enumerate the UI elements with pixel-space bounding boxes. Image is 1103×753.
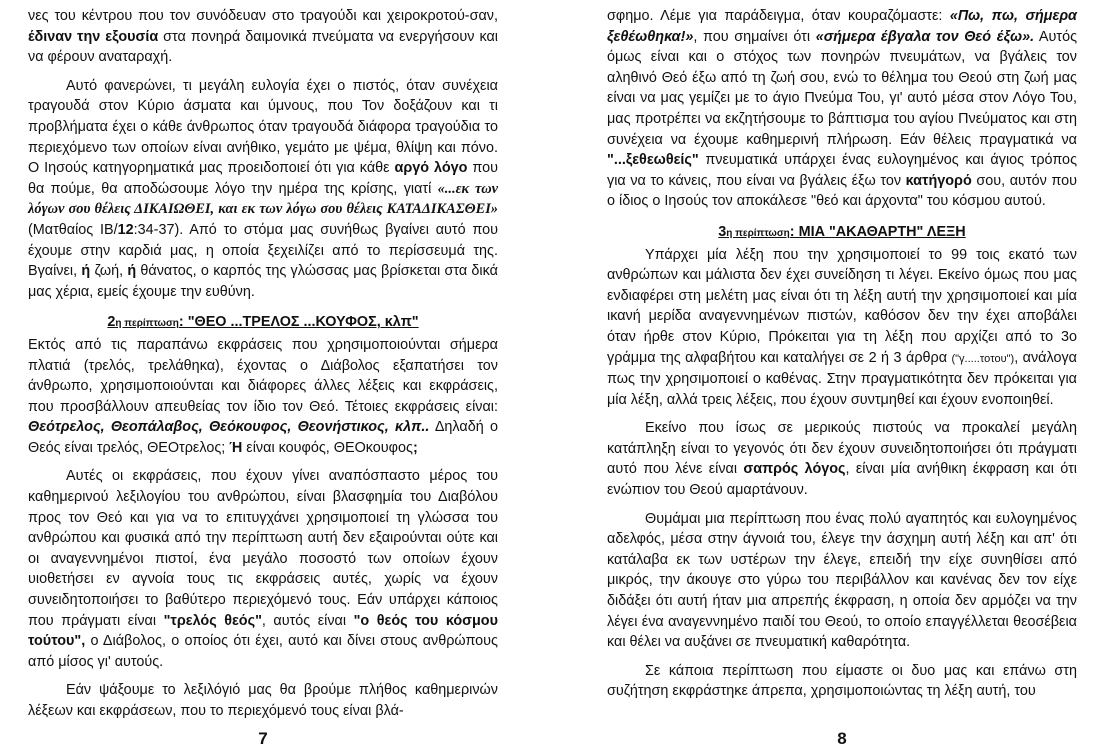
page-number-right: 8 bbox=[837, 729, 847, 748]
section-heading-3: 3η περίπτωση: ΜΙΑ "ΑΚΑΘΑΡΤΗ" ΛΕΞΗ bbox=[718, 223, 966, 240]
right-page bbox=[607, 6, 1077, 753]
left-page bbox=[28, 6, 498, 753]
left-paragraph-5: Εάν ψάξουμε το λεξιλόγιό μας θα βρούμε πλήθος καθημερινών λέξεων και εκφράσεων, που το περιεχόμενό τους είναι βλά- bbox=[28, 682, 498, 719]
right-paragraph-3: Εκείνο που ίσως σε μερικούς πιστούς να προκαλεί μεγάλη κατάπληξη είναι το γεγονός ότι δεν έχουν συνειδητοποιήσει ότι πράγματι αυτό που λένε είναι σαπρός λόγος, είναι μία ανήθικη έκφραση και ότι ενώπιον του Θεού αμαρτάνουν. bbox=[607, 420, 1077, 499]
left-paragraph-4: Αυτές οι εκφράσεις, που έχουν γίνει αναπόσπαστο μέρος του καθημερινού λεξιλογίου του ανθρώπου, είναι βλασφημία του Διαβόλου προς τον Θεό και για να το επιτυγχάνει χρησιμοποιεί τη γλώσσα του ανθρώπου και φυσικά από την περίπτωση αυτή δεν εξαιρούνται ούτε και οι αναγεννημένοι πιστοί, ένα μεγάλο ποσοστό των οποίων έχουν υιοθετήσει εν αγνοία τους τις εκφράσεις αυτές, χωρίς να έχουν συνειδητοποιήσει το βαθύτερο περιεχόμενό τους. Εάν υπάρχει κάποιος που πράγματι είναι "τρελός θεός", αυτός είναι "ο θεός του κόσμου τούτου", ο Διάβολος, ο οποίος ότι έχει, αυτό και δίνει στους ανθρώπους από μίσος γι' αυτούς. bbox=[28, 468, 498, 670]
right-paragraph-2: Υπάρχει μία λέξη που την χρησιμοποιεί το 99 τοις εκατό των ανθρώπων και μάλιστα δεν έχει συνείδηση τι λέγει. Εκείνο όμως που μας ενδιαφέρει στη μελέτη μας είναι ότι τη λέξη αυτή την χρησιμοποιεί και μία ικανή μερίδα αναγεννημένων πιστών, καθόσον δεν την έχει αποβάλει όταν ήρθε στον Κύριο, Πρόκειται για τη λέξη που αρχίζει από το 3ο γράμμα της αλφαβήτου και καταλήγει σε 2 ή 3 άρθρα ("γ.....τoτου"), ανάλογα πως την χρησιμοποιεί ο καθένας. Στην πραγματικότητα δεν πρόκειται για μία λέξη, αλλά τρεις λέξεις, που έχουν συντμηθεί και έχουν ενοποιηθεί. bbox=[607, 246, 1077, 408]
left-paragraph-3: Εκτός από τις παραπάνω εκφράσεις που χρησιμοποιούνται σήμερα πλατιά (τρελός, τρελάθηκα), έχοντας ο Διάβολος εξαπατήσει τον άνθρωπο, χρησιμοποιούνται και διάφορες άλλες λέξεις και εκφράσεις, που προσβάλλουν απευθείας τον ίδιο τον Θεό. Τέτοιες εκφράσεις είναι: Θεότρελος, Θεοπάλαβος, Θεόκουφος, Θεονήστικος, κλπ.. Δηλαδή ο Θεός είναι τρελός, ΘΕΟτρελος; Ή είναι κουφός, ΘΕΟκουφος; bbox=[28, 336, 498, 456]
left-paragraph-1: νες του κέντρου που τον συνόδευαν στο τραγούδι και χειροκροτού-σαν, έδιναν την εξουσία στα πονηρά δαιμονικά πνεύματα να ενεργήσουν και να φέρουν αναταραχή. bbox=[28, 8, 499, 66]
page-number-left: 7 bbox=[258, 729, 268, 748]
right-paragraph-1: σφημο. Λέμε για παράδειγμα, όταν κουραζόμαστε: «Πω, πω, σήμερα ξεθέωθηκα!», που σημαίνει ότι «σήμερα έβγαλα τον Θεό έξω». Αυτός όμως είναι και ο στόχος των πονηρών πνευμάτων, να βγάλεις τον αληθινό Θεό έξω από τη ζωή σου, ενώ το θέλημα του Θεού στη ζωή μας είναι να μας γεμίζει με το άγιο Πνεύμα Του, γι' αυτό μέσα στον Λόγο Του, μας προτρέπει να εκζητήσουμε το βάπτισμα του αγίου Πνεύματος και στη συνέχεια να έχουμε καθημερινή πλήρωση. Εάν θέλεις πραγματικά να "...ξεθεωθείς" πνευματικά υπάρχει ένας ευλογημένος και άγιος τρόπος για να το κάνεις, που είναι να βγάλεις έξω τον κατήγορό σου, αυτόν που ο ίδιος ο Ιησούς τον αποκάλεσε "θεό και άρχοντα" του κόσμου αυτού. bbox=[607, 8, 1078, 210]
left-paragraph-2: Αυτό φανερώνει, τι μεγάλη ευλογία έχει ο πιστός, όταν συνέχεια τραγουδά στον Κύριο άσματα και ύμνους, που Τον δοξάζουν και τι προβλήματα έχει ο κάθε άνθρωπος όταν τραγουδά διάφορα τραγούδια το περιεχόμενο των οποίων είναι ανήθικο, γεμάτο με ψέμα, θλίψη και πόνο. Ο Ιησούς κατηγορηματικά μας προειδοποιεί ότι για κάθε αργό λόγο που θα πούμε, θα αποδώσουμε λόγο την ημέρα της κρίσης, γιατί «...εκ των λόγων σου θέλεις ΔΙΚΑΙΩΘΕΙ, και εκ των λόγω σου θέλεις ΚΑΤΑΔΙΚΑΣΘΕΙ» (Ματθαίος ΙΒ/12:34-37). Από το στόμα μας συνήθως βγαίνει αυτό που έχουμε στην καρδιά μας, η οποία ξεχειλίζει από το περίσσευμά της. Βγαίνει, ή ζωή, ή θάνατος, ο καρπός της γλώσσας μας βρίσκεται στα δικά μας χέρια, εμείς έχουμε την ευθύνη. bbox=[28, 77, 498, 300]
section-heading-2: 2η περίπτωση: "ΘΕΟ ...ΤΡΕΛΟΣ ...ΚΟΥΦΟΣ, κλπ" bbox=[107, 314, 419, 331]
right-paragraph-4: Θυμάμαι μια περίπτωση που ένας πολύ αγαπητός και ευλογημένος αδελφός, μέσα στην άγνοιά του, έλεγε την άσχημη αυτή λέξη και απ' ότι κατάλαβα εκ των υστέρων την έλεγε, επειδή την είχε συνηθίσει από μικρός, την άκουγε στο γύρω του περιβάλλον και κανένας δεν τον είχε διδάξει ότι αυτή ήταν μια απρεπής έκφραση, η οποία δεν αρμόζει να την λέγει ένα αναγεννημένο παιδί του Θεού, το οποίο επαγγέλλεται θεοσέβεια και θέλει να αυξάνει σε πνευματική καθαρότητα. bbox=[607, 510, 1077, 651]
right-paragraph-5: Σε κάποια περίπτωση που είμαστε οι δυο μας και επάνω στη συζήτηση εκφράστηκε άπρεπα, χρησιμοποιώντας τη λέξη αυτή, του bbox=[607, 662, 1077, 700]
